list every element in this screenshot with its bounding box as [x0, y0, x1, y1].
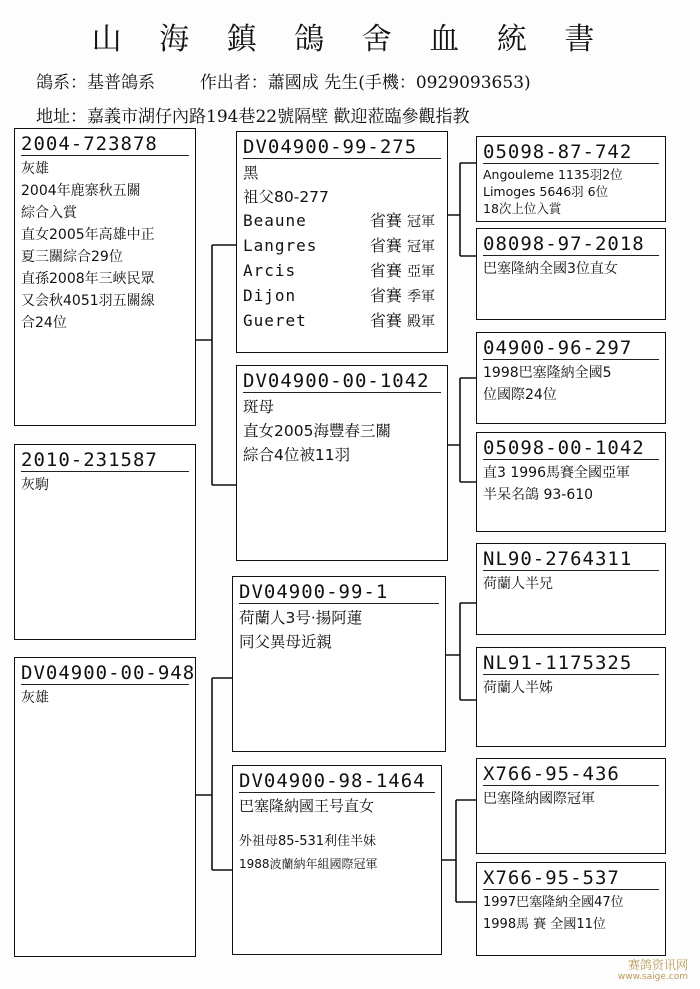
- sire-ring: DV04900-99-275: [243, 136, 441, 159]
- box-line: 1998巴塞隆納全國5: [483, 365, 612, 381]
- sire-grandsire: 祖父80-277: [243, 188, 329, 206]
- race-record: [243, 259, 441, 284]
- grand-ring-3: 04900-96-297: [483, 337, 659, 360]
- grand-box-7: [476, 758, 666, 854]
- grand-box-5: [476, 543, 666, 635]
- race-level: 省賽: [369, 261, 402, 280]
- race-result: 冠軍: [407, 214, 435, 230]
- box-line: 直3 1996馬賽全國亞軍: [483, 465, 630, 481]
- grand-ring-7: X766-95-436: [483, 763, 659, 786]
- subject-box: [14, 128, 196, 426]
- box-line: 直孫2008年三峽民眾: [21, 271, 155, 287]
- dam-line-box: [14, 657, 196, 957]
- connector-s4: [440, 800, 476, 902]
- page-title: 山 海 鎮 鴿 舍 血 統 書: [91, 22, 609, 57]
- box-line: 直女2005年高雄中正: [21, 227, 155, 243]
- race-result: 亞軍: [407, 264, 435, 280]
- grand-box-8: [476, 862, 666, 956]
- watermark-url: www.saige.com: [617, 972, 688, 982]
- box-line: 又会秋4051羽五關線: [21, 293, 155, 309]
- connector-s2: [446, 378, 476, 482]
- box-line: 直女2005海豐春三關: [243, 422, 391, 440]
- grand-ring-6: NL91-1175325: [483, 652, 659, 675]
- box-line: 巴塞隆納國際冠軍: [483, 791, 595, 807]
- box-line: 18次上位入賞: [483, 201, 562, 216]
- grand-ring-4: 05098-00-1042: [483, 437, 659, 460]
- race-location: Arcis: [243, 261, 297, 280]
- grand-ring-5: NL90-2764311: [483, 548, 659, 571]
- race-level: 省賽: [369, 311, 402, 330]
- box-line: 灰雄: [21, 161, 49, 177]
- sire-color: 黑: [243, 164, 259, 182]
- race-level: 省賽: [369, 286, 402, 305]
- watermark: [618, 959, 688, 983]
- sibling-box: [14, 444, 196, 640]
- box-line: 夏三關綜合29位: [21, 249, 123, 265]
- race-result: 殿軍: [407, 314, 435, 330]
- race-location: Langres: [243, 236, 318, 255]
- grand-box-3: [476, 332, 666, 424]
- box-line: 灰雄: [21, 690, 49, 706]
- box-line: 2004年鹿寨秋五關: [21, 183, 141, 199]
- dam-box: [236, 365, 448, 561]
- box-line: 巴塞隆納全國3位直女: [483, 261, 618, 277]
- address-text: 地址：嘉義市湖仔內路194巷22號隔壁 歡迎蒞臨參觀指教: [36, 107, 470, 127]
- sibling-ring: 2010-231587: [21, 449, 189, 472]
- box-line: 斑母: [243, 398, 275, 416]
- box-line: 綜合4位被11羽: [243, 446, 351, 464]
- grand-box-2: [476, 228, 666, 320]
- grand-ring-1: 05098-87-742: [483, 141, 659, 164]
- race-level: 省賽: [369, 236, 402, 255]
- grand-ring-8: X766-95-537: [483, 867, 659, 890]
- box-line: 合24位: [21, 315, 67, 331]
- box-line: 位國際24位: [483, 387, 557, 403]
- box-line: 1997巴塞隆納全國47位: [483, 895, 624, 910]
- connector-b1: [194, 245, 236, 485]
- dam-line-ring: DV04900-00-948: [21, 662, 196, 684]
- second-dam-box: [232, 765, 442, 955]
- race-location: Gueret: [243, 311, 307, 330]
- grand-box-4: [476, 432, 666, 532]
- second-sire-box: [232, 576, 446, 752]
- box-line: 綜合入賞: [21, 205, 77, 221]
- box-line: Angouleme 1135羽2位: [483, 167, 623, 182]
- box-line: 1988波蘭納年組國際冠軍: [239, 857, 378, 871]
- grand-box-1: [476, 136, 666, 222]
- watermark-name: 赛鸽资讯网: [627, 958, 688, 972]
- box-line: 半呆名鴿 93-610: [483, 487, 594, 503]
- second-dam-ring: DV04900-98-1464: [239, 770, 435, 793]
- box-line: 同父異母近親: [239, 633, 333, 651]
- connector-s1: [446, 163, 476, 256]
- grand-box-6: [476, 647, 666, 747]
- connector-b3: [194, 678, 232, 870]
- box-line: 荷蘭人半兄: [483, 576, 553, 592]
- subject-ring: 2004-723878: [21, 133, 189, 156]
- box-line: 灰駒: [21, 477, 49, 493]
- race-level: 省賽: [369, 211, 402, 230]
- box-line: 外祖母85-531利佳半妹: [239, 834, 377, 849]
- box-line: 荷蘭人半姊: [483, 680, 553, 696]
- race-record: [243, 284, 441, 309]
- race-location: Dijon: [243, 286, 297, 305]
- box-line: 1998馬 賽 全國11位: [483, 917, 606, 932]
- strain-text: 鴿系：基普鴿系: [36, 73, 155, 93]
- breeder-text: 作出者：蕭國成 先生(手機：0929093653): [199, 73, 531, 93]
- connector-s3: [446, 603, 476, 700]
- grand-ring-2: 08098-97-2018: [483, 233, 659, 256]
- box-line: 巴塞隆納國王号直女: [239, 797, 375, 815]
- second-sire-ring: DV04900-99-1: [239, 581, 439, 604]
- race-location: Beaune: [243, 211, 307, 230]
- box-line: Limoges 5646羽 6位: [483, 184, 609, 199]
- race-result: 冠軍: [407, 239, 435, 255]
- race-record: [243, 209, 441, 234]
- race-result: 季軍: [407, 289, 435, 305]
- dam-ring: DV04900-00-1042: [243, 370, 441, 393]
- sire-box: [236, 131, 448, 353]
- race-record: [243, 309, 441, 334]
- box-line: 荷蘭人3号·揚阿蓮: [239, 609, 363, 627]
- race-record: [243, 234, 441, 259]
